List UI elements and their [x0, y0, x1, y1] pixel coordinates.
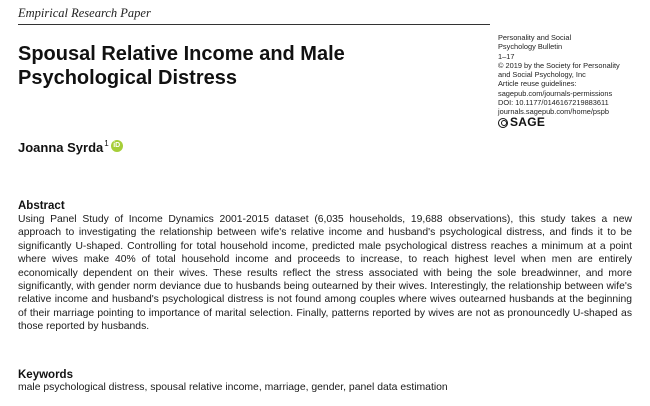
keywords-text: male psychological distress, spousal relative income, marriage, gender, panel data estimation	[18, 382, 448, 393]
doi-link[interactable]: DOI: 10.1177/0146167219883611	[498, 98, 609, 108]
abstract-heading: Abstract	[18, 200, 65, 212]
journal-line: Personality and Social	[498, 33, 572, 42]
article-title: Spousal Relative Income and Male Psychological Distress	[18, 43, 345, 89]
journal-info	[498, 33, 648, 128]
affiliation-mark: 1	[104, 139, 109, 148]
reuse-guidelines-label: Article reuse guidelines:	[498, 79, 577, 89]
sage-logo	[498, 115, 648, 130]
orcid-icon[interactable]: iD	[111, 140, 123, 152]
copyright-line: and Social Psychology, Inc	[498, 70, 586, 80]
author-line	[18, 140, 123, 155]
journal-line: Psychology Bulletin	[498, 42, 563, 52]
author-name: Joanna Syrda	[18, 140, 104, 155]
sage-ring-icon	[498, 118, 508, 128]
permissions-link[interactable]: sagepub.com/journals-permissions	[498, 88, 613, 98]
paper-type-label: Empirical Research Paper	[18, 6, 151, 20]
copyright-line: © 2019 by the Society for Personality	[498, 60, 620, 70]
abstract-text: Using Panel Study of Income Dynamics 2001-2015 dataset (6,035 households, 19,688 observations), this study takes a new approach to investigating the relationship between wife's relative income and husband's psychological distress, and finds it to be significantly U-shaped. Controlling for total household income, predicted male psychological distress reaches a minimum at a point where wives make 40% of total household income and proceeds to increase, to reach highest level when men are entirely economically dependent on their wives. These results reflect the stress associated with being the sole breadwinner, and more significantly, with gender norm deviance due to husbands being outearned by their wives. Interestingly, the relationship between wife's relative income and husband's psychological distress is not found among couples where wives outearned husbands at the beginning of their marriage pointing to importance of marital selection. Finally, patterns reported by wives are not as pronouncedly U-shaped as those reported by husbands.	[18, 214, 632, 333]
keywords-heading: Keywords	[18, 369, 73, 381]
header-divider	[18, 24, 490, 25]
journal-home-link[interactable]: journals.sagepub.com/home/pspb	[498, 107, 609, 117]
sage-logo-text: SAGE	[510, 115, 546, 130]
journal-pages: 1–17	[498, 51, 515, 61]
